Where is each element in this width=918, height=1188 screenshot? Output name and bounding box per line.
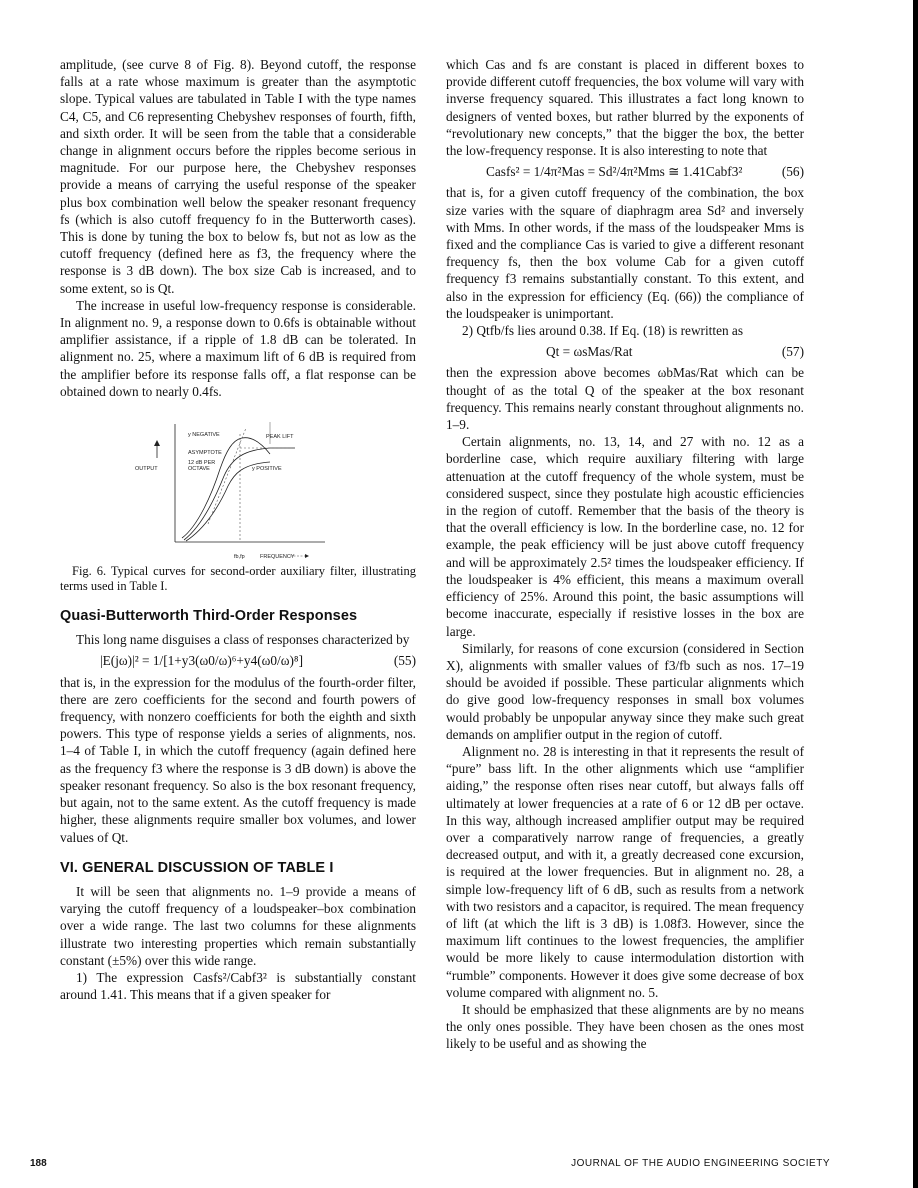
left-column: [60, 56, 416, 1003]
right-paragraph-7: Alignment no. 28 is interesting in that it represents the result of “pure” bass lift. In the other alignments which use “amplifier aiding,” the response often rises near cutoff, but always falls off ultimately at lower frequencies at a rate of 6 or 12 dB per octave. In this way, although increased amplifier output may be required over a comparatively narrow range of frequencies, a greatly decreased output, and with it, a greatly decreased cone excursion, is required at the lower frequencies. But in alignment no. 28, a simple low-frequency lift of 6 dB, such as results from a network with two resistors and a capacitor, is required. The mean frequency of lift (at which the lift is 3 dB) is 1.08f3. However, since the maximum lift continues to the lowest frequencies, the amplifier would be more likely to cause intermodulation distortion with “rumble” components. However it does give some decrease of box volume compared with alignment no. 5.: [446, 743, 804, 1000]
label-peak-lift: PEAK LIFT: [266, 434, 294, 441]
label-frequency: FREQUENCY: [260, 554, 295, 561]
right-paragraph-6: Similarly, for reasons of cone excursion (considered in Section X), alignments with smaller values of f3/fb such as nos. 17–19 should be avoided if possible. These particular alignments which do give good low-frequency responses in small box volumes would probably be unpopular anyway since they make such great demands on amplifier output in the region of cutoff.: [446, 640, 804, 742]
equation-56-body: Casfs² = 1/4π²Mas = Sd²/4π²Mms ≅ 1.41Cabf3²: [486, 164, 743, 180]
left-paragraph-4: that is, in the expression for the modulus of the fourth-order filter, there are zero coefficients for the second and fourth powers of frequency, with nonzero coefficients for both the eighth and sixth powers. This type of response yields a series of alignments, nos. 1–4 of Table I, in which the cutoff frequency (again defined here as the frequency f3 where the response is 3 dB down) is above the speaker resonant frequency. So also is the box resonant frequency, but again, not to the same extent. As the cutoff frequency is made higher, these alignments require smaller box volumes, and lower values of Qt.: [60, 674, 416, 845]
left-paragraph-6: 1) The expression Casfs²/Cabf3² is substantially constant around 1.41. This means that if a given speaker for: [60, 969, 416, 1003]
left-paragraph-3: This long name disguises a class of responses characterized by: [76, 632, 410, 648]
equation-57-body: Qt = ωsMas/Rat: [546, 344, 633, 360]
right-column: [446, 56, 804, 1053]
figure-6: [60, 414, 416, 564]
left-paragraph-1: amplitude, (see curve 8 of Fig. 8). Beyond cutoff, the response falls at a rate whose maximum is greater than the asymptotic slope. Typical values are tabulated in Table I with the type names C4, C5, and C6 representing Chebyshev responses of fourth, fifth, and sixth order. It will be seen from the table that a considerable change in alignment occurs before the ripples become serious in magnitude. For our purpose here, the Chebyshev responses provide a means of carrying the useful response of the speaker plus box combination well below the speaker resonant frequency fs (which is also cutoff frequency fo in the Butterworth cases). This is done by tuning the box to below fs, but not as low as the cutoff frequency (defined here as f3, the frequency where the response is 3 dB down). The box size Cab is increased, and to some extent, so is Qt.: [60, 57, 416, 296]
label-db-per-octave: 12 dB PER: [188, 460, 216, 467]
equation-56-number: (56): [781, 164, 804, 180]
right-paragraph-4: then the expression above becomes ωbMas/Rat which can be thought of as the total Q of the speaker at the box resonant frequency. This remains nearly constant throughout alignments no. 1–9.: [446, 365, 804, 433]
label-octave: OCTAVE: [188, 466, 210, 473]
heading-quasi-butterworth: Quasi-Butterworth Third-Order Responses: [60, 608, 358, 625]
equation-57-number: (57): [781, 344, 804, 360]
left-paragraph-5: It will be seen that alignments no. 1–9 provide a means of varying the cutoff frequency of a loudspeaker–box combination over a wide range. The last two columns for these alignments illustrate two interesting properties which remain substantially constant (±5%) over this wide range.: [60, 883, 416, 968]
right-paragraph-2: that is, for a given cutoff frequency of the combination, the box size varies with the square of diaphragm area Sd² and inversely with Mms. In other words, if the mass of the loudspeaker Mms is fixed and the compliance Cas is varied to give a different resonant frequency fs, then the box volume Cab for a given cutoff frequency f3 remains substantially constant. To this extent, and also in the expression for efficiency (Eq. (66)) the compliance of the loudspeaker is unimportant.: [446, 185, 804, 321]
heading-general-discussion: VI. GENERAL DISCUSSION OF TABLE I: [60, 859, 334, 876]
label-fb-fp: fb,fp: [234, 554, 245, 561]
label-y-positive: y POSITIVE: [252, 466, 282, 473]
equation-56: [446, 163, 804, 180]
right-paragraph-3: 2) Qtfb/fs lies around 0.38. If Eq. (18) is rewritten as: [462, 323, 744, 339]
left-paragraph-2: The increase in useful low-frequency response is considerable. In alignment no. 9, a response down to 0.6fs is obtainable without amplifier assistance, if a ripple of 1.8 dB can be tolerated. In alignment no. 25, where a maximum lift of 6 dB is required from the amplifier before its response falls off, a flat response can be obtained down to nearly 0.4fs.: [60, 297, 416, 399]
equation-55-body: |E(jω)|² = 1/[1+y3(ω0/ω)⁶+y4(ω0/ω)⁸]: [100, 653, 303, 669]
journal-name: JOURNAL OF THE AUDIO ENGINEERING SOCIETY: [571, 1158, 830, 1169]
equation-57: [446, 343, 804, 360]
figure-6-plot: [120, 414, 360, 564]
scan-edge: [913, 0, 918, 1188]
equation-55-number: (55): [393, 653, 416, 669]
right-paragraph-8: It should be emphasized that these alignments are by no means the only ones possible. They have been chosen as the ones most likely to be useful and as showing the: [446, 1001, 804, 1052]
page-number: 188: [30, 1158, 47, 1169]
figure-6-caption: Fig. 6. Typical curves for second-order auxiliary filter, illustrating terms used in Table I.: [60, 564, 416, 594]
label-output: OUTPUT: [135, 466, 158, 473]
equation-55: [60, 652, 416, 669]
right-paragraph-5: Certain alignments, no. 13, 14, and 27 with no. 12 as a borderline case, which require auxiliary filtering with large attenuation at the cutoff frequency of the whole system, must be considered suspect, since they postulate high acoustic efficiencies in the region of cutoff. Remember that the basis of the theory is that the overall efficiency is low. In the borderline case, no. 12 for example, the peak efficiency will be just above cutoff frequency and will be approximately 2.5² times the loudspeaker efficiency. If the loudspeaker is 4% efficient, this means a maximum overall efficiency of 25%. Around this point, the basic assumptions will become inaccurate, especially if resistive losses in the box are large.: [446, 434, 804, 639]
label-asymptote: ASYMPTOTE: [188, 450, 222, 457]
label-y-negative: y NEGATIVE: [188, 432, 220, 439]
right-paragraph-1: which Cas and fs are constant is placed in different boxes to provide different cutoff frequencies, the box volume will vary with inverse frequency squared. This illustrates a fact long known to designers of vented boxes, but rather blurred by the exponents of “revolutionary new concepts,” that the bigger the box, the better the low-frequency response. It is also interesting to note that: [446, 57, 804, 159]
